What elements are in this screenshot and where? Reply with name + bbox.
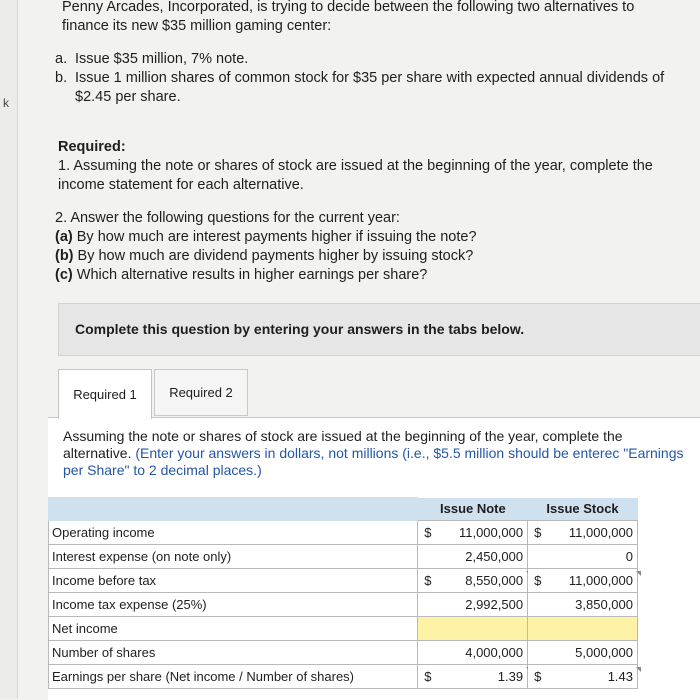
- option-a: [55, 50, 675, 69]
- cell-value: [633, 621, 634, 636]
- input-stock[interactable]: [528, 593, 638, 617]
- dollar-sign: $: [534, 669, 542, 684]
- required-2-intro: 2. Answer the following questions for the current year:: [55, 210, 400, 226]
- input-note[interactable]: [418, 641, 528, 665]
- row-label: Interest expense (on note only): [49, 545, 418, 569]
- cell-value: 11,000,000: [568, 573, 633, 588]
- question-b: [55, 247, 675, 266]
- input-note[interactable]: [418, 593, 528, 617]
- option-b: [55, 69, 675, 107]
- option-b-label: b.: [55, 70, 68, 86]
- question-b-tag: (b): [55, 248, 74, 264]
- instructions-note: (Enter your answers in dollars, not millions (i.e., $5.5 million should be enterec "Earnings per Share" to 2 decimal places.): [63, 445, 684, 478]
- table-row: [49, 617, 638, 641]
- income-statement-table: [48, 497, 638, 689]
- cell-value: 0: [625, 549, 633, 564]
- question-a-text: By how much are interest payments higher if issuing the note?: [72, 229, 477, 245]
- dollar-sign: $: [424, 669, 432, 684]
- input-note[interactable]: [418, 617, 528, 641]
- row-label: Net income: [49, 617, 418, 641]
- table-row: [49, 521, 638, 545]
- tab-required-2[interactable]: Required 2: [154, 369, 248, 416]
- options-list: [55, 50, 675, 107]
- input-stock[interactable]: [528, 545, 638, 569]
- input-note[interactable]: [418, 545, 528, 569]
- input-stock[interactable]: [528, 641, 638, 665]
- instructions-main: Assuming the note or shares of stock are issued at the beginning of the year, complete the alternative.: [63, 428, 623, 461]
- input-note[interactable]: [418, 569, 528, 593]
- table-row: [49, 665, 638, 689]
- instruction-banner: [58, 303, 700, 356]
- input-note[interactable]: [418, 521, 528, 545]
- row-label: Income before tax: [49, 569, 418, 593]
- banner-text: Complete this question by entering your answers in the tabs below.: [75, 321, 525, 337]
- cell-value: 5,000,000: [575, 645, 633, 660]
- row-label: Income tax expense (25%): [49, 593, 418, 617]
- question-c: [55, 266, 675, 285]
- table-row: [49, 593, 638, 617]
- cell-value: 1.43: [607, 669, 633, 684]
- question-b-text: By how much are dividend payments higher by issuing stock?: [73, 248, 474, 264]
- required-1-text: 1. Assuming the note or shares of stock are issued at the beginning of the year, complete the income statement for each alternative.: [58, 158, 653, 193]
- input-note[interactable]: [418, 665, 528, 689]
- option-b-text: Issue 1 million shares of common stock for $35 per share with expected annual dividends of $2.45 per share.: [75, 70, 665, 105]
- required-2-section: [55, 209, 675, 285]
- dollar-sign: $: [534, 525, 542, 540]
- cell-value: 11,000,000: [458, 525, 524, 540]
- input-stock[interactable]: [528, 665, 638, 689]
- input-stock[interactable]: [528, 521, 638, 545]
- cell-value: 1.39: [497, 669, 524, 684]
- table-row: [49, 569, 638, 593]
- question-a-tag: (a): [55, 229, 73, 245]
- panel-instructions: [63, 428, 693, 479]
- cell-marker: [636, 571, 641, 576]
- cell-value: [523, 621, 524, 636]
- dollar-sign: $: [534, 573, 542, 588]
- row-label: Earnings per share (Net income / Number of shares): [49, 665, 418, 689]
- left-panel-edge: [0, 0, 18, 699]
- left-edge-marker: k: [3, 96, 9, 110]
- table-row: [49, 545, 638, 569]
- question-c-tag: (c): [55, 267, 73, 283]
- dollar-sign: $: [424, 573, 432, 588]
- cell-marker: [636, 667, 641, 672]
- problem-intro: Penny Arcades, Incorporated, is trying to decide between the following two alternatives to finance its new $35 million gaming center:: [62, 0, 635, 34]
- option-a-label: a.: [55, 51, 68, 67]
- required-section: [58, 138, 678, 195]
- header-spacer: [49, 498, 418, 521]
- row-label: Operating income: [49, 521, 418, 545]
- col-header-issue-stock: Issue Stock: [528, 498, 638, 521]
- cell-value: 2,992,500: [465, 597, 524, 612]
- option-a-text: Issue $35 million, 7% note.: [75, 51, 249, 67]
- input-stock[interactable]: [528, 617, 638, 641]
- required-heading: Required:: [58, 139, 126, 155]
- table-header-row: [49, 498, 638, 521]
- dollar-sign: $: [424, 525, 432, 540]
- cell-value: 8,550,000: [465, 573, 524, 588]
- table-row: [49, 641, 638, 665]
- question-a: [55, 228, 675, 247]
- cell-value: 4,000,000: [465, 645, 524, 660]
- col-header-issue-note: Issue Note: [418, 498, 528, 521]
- row-label: Number of shares: [49, 641, 418, 665]
- question-c-text: Which alternative results in higher earnings per share?: [72, 267, 428, 283]
- cell-value: 11,000,000: [568, 525, 633, 540]
- tab-required-1[interactable]: Required 1: [58, 369, 152, 419]
- cell-value: 3,850,000: [575, 597, 633, 612]
- input-stock[interactable]: [528, 569, 638, 593]
- cell-value: 2,450,000: [465, 549, 524, 564]
